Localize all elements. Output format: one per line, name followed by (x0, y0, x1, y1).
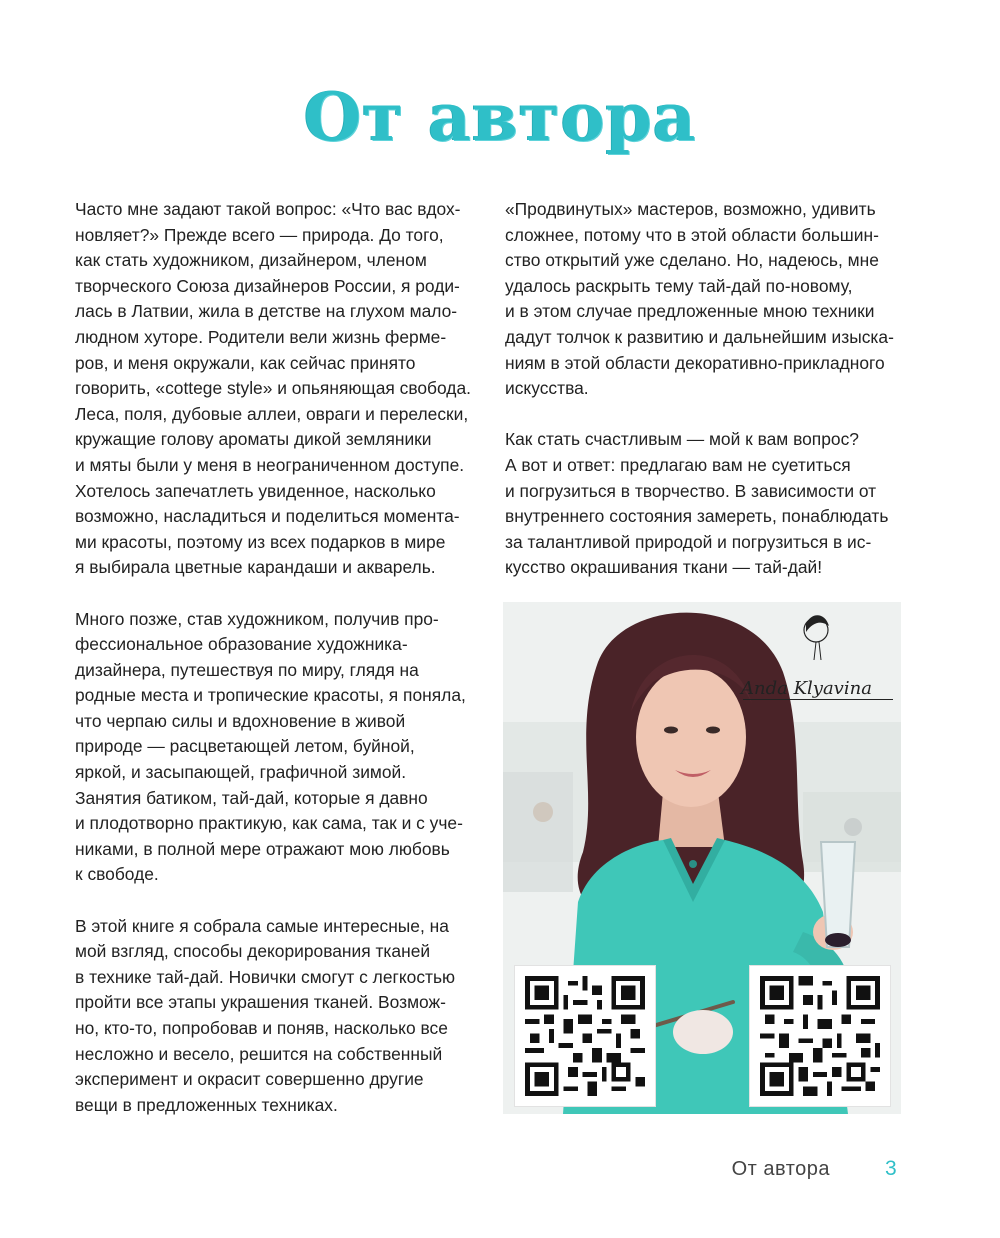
paragraph: Часто мне задают такой вопрос: «Что вас вдох- новляет?» Прежде всего — природа. До того, как стать художником, дизайнером, членом творческого Союза дизайнеров России, я роди- лась в Латвии, жила в детстве на глухом мало- людном хуторе. Родители вели жизнь фермe- ров, и меня окружали, как сейчас принято говорить, «cottege style» и опьяняющая свобода. Леса, поля, дубовые аллеи, овраги и перелески, кружащие голову ароматы дикой земляники и мяты были у меня в неограниченном доступе. Хотелось запечатлеть увиденное, насколько возможно, насладиться и поделиться момента- ми красоты, поэтому из всех подарков в мире я выбирала цветные карандаши и акварель. (75, 199, 471, 578)
paragraph: Как стать счастливым — мой к вам вопрос? А вот и ответ: предлагаю вам не суетиться и погрузиться в творчество. В зависимости от внутреннего состояния замереть, понаблюдать за талантливой природой и погрузиться в ис- кусство окрашивания ткани — тай-дай! (505, 429, 889, 578)
footer-section-label: От автора (731, 1158, 830, 1180)
left-text-column (75, 197, 495, 1144)
qr-code-2[interactable] (750, 966, 890, 1106)
paragraph: В этой книге я собрала самые интересные, на мой взгляд, способы декорирования тканей в технике тай-дай. Новички смогут с легкостью пройти все этапы украшения тканей. Возмож- но, кто-то, попробовав и поняв, насколько все несложно и весело, решится на собственный эксперимент и окрасит совершенно другие вещи в предложенных техниках. (75, 915, 456, 1115)
qr-code-icon (760, 976, 880, 1096)
paragraph: Много позже, став художником, получив про- фессиональное образование художника- дизайнера, путешествуя по миру, глядя на родные места и тропические красоты, я поняла, что черпаю силы и вдохновение в живой природе — расцветающей летом, буйной, яркой, и засыпающей, графичной зимой. Занятия батиком, тай-дай, которые я давно и плодотворно практикую, как сама, так и с уче- никами, в полной мере отражают мою любовь к свободе. (75, 608, 466, 885)
qr-code-icon (525, 976, 645, 1096)
qr-code-1[interactable] (515, 966, 655, 1106)
paragraph: «Продвинутых» мастеров, возможно, удивить сложнее, потому что в этой области большин- ство открытий уже сделано. Но, надеюсь, мне удалось раскрыть тему тай-дай по-новому, и в этом случае предложенные мною техники дадут толчок к развитию и дальнейшим изыска- ниям в этой области декоративно-прикладного искусства. (505, 199, 894, 399)
signature-underline (743, 699, 893, 700)
page-title: От автора (303, 78, 697, 156)
page-number: 3 (885, 1157, 897, 1180)
right-text-column (505, 197, 925, 607)
signature-text: Anda Klyavina (741, 678, 872, 699)
